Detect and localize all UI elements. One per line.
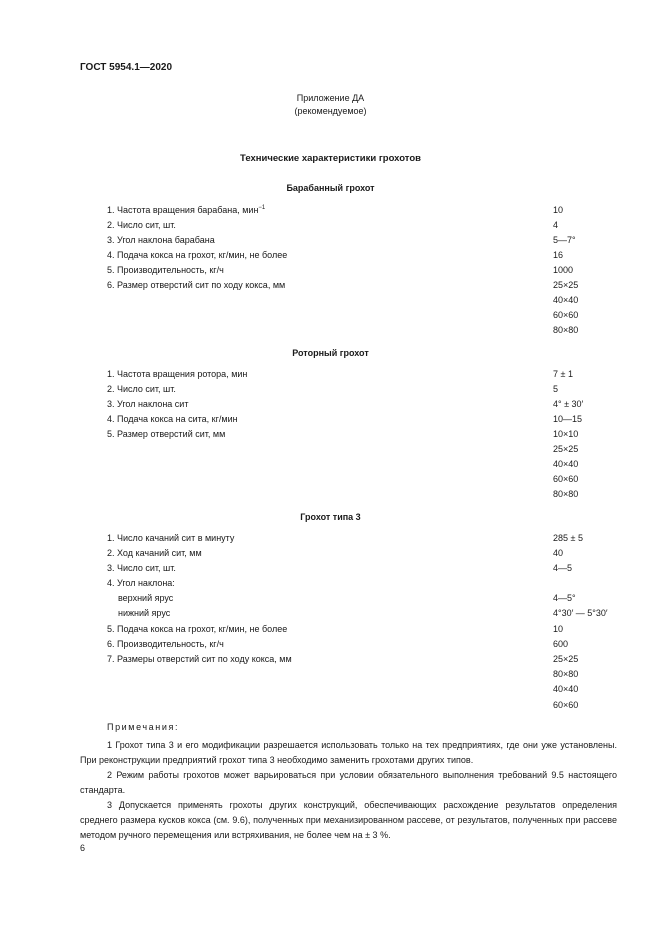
spec-value: 40×40 xyxy=(553,295,579,305)
spec-value: 10—15 xyxy=(553,414,583,424)
spec-value: 40 xyxy=(553,548,564,558)
spec-label: 7. Размеры отверстий сит по ходу кокса, мм xyxy=(107,654,292,664)
spec-label: 3. Угол наклона барабана xyxy=(107,235,215,245)
section-title: Барабанный грохот xyxy=(286,183,375,193)
spec-value: 7 ± 1 xyxy=(553,369,573,379)
spec-label: 6. Размер отверстий сит по ходу кокса, мм xyxy=(107,280,286,290)
spec-value: 10×10 xyxy=(553,429,579,439)
appendix-subtitle: (рекомендуемое) xyxy=(294,106,367,116)
notes-title: Примечания: xyxy=(107,722,180,732)
spec-value: 25×25 xyxy=(553,444,579,454)
spec-value: 4—5 xyxy=(553,563,573,573)
spec-value: 1000 xyxy=(553,265,574,275)
spec-label: 2. Ход качаний сит, мм xyxy=(107,548,202,558)
spec-label: 1. Число качаний сит в минуту xyxy=(107,533,235,543)
spec-value: 10 xyxy=(553,624,564,634)
spec-value: 5 xyxy=(553,384,559,394)
spec-value: 4°30′ — 5°30′ xyxy=(553,608,608,618)
spec-label: 4. Подача кокса на сита, кг/мин xyxy=(107,414,238,424)
appendix-title: Приложение ДА xyxy=(296,93,365,103)
page-number: 6 xyxy=(80,843,86,853)
spec-label: 6. Производительность, кг/ч xyxy=(107,639,224,649)
spec-value: 5—7° xyxy=(553,235,576,245)
spec-value: 25×25 xyxy=(553,654,579,664)
section-title: Роторный грохот xyxy=(292,348,369,358)
spec-value: 600 xyxy=(553,639,569,649)
spec-label: 5. Подача кокса на грохот, кг/мин, не более xyxy=(107,624,288,634)
spec-label: 1. Частота вращения барабана, мин$^{-1}$ xyxy=(107,205,266,215)
document-code: ГОСТ 5954.1—2020 xyxy=(80,62,173,73)
spec-value: 25×25 xyxy=(553,280,579,290)
spec-value: 60×60 xyxy=(553,474,579,484)
note-paragraph: 1 Грохот типа 3 и его модификации разрешается использовать только на тех предприятиях, где они уже установлены. При реконструкции предприятий грохот типа 3 необходимо заменить грохотами других типов. xyxy=(80,740,617,765)
spec-value: 60×60 xyxy=(553,310,579,320)
spec-value: 80×80 xyxy=(553,325,579,335)
spec-value: 4° ± 30′ xyxy=(553,399,584,409)
section-title: Грохот типа 3 xyxy=(300,512,361,522)
spec-label: верхний ярус xyxy=(118,593,174,603)
spec-value: 80×80 xyxy=(553,669,579,679)
spec-value: 4—5° xyxy=(553,593,576,603)
spec-value: 285 ± 5 xyxy=(553,533,583,543)
spec-label: 3. Угол наклона сит xyxy=(107,399,189,409)
spec-label: 2. Число сит, шт. xyxy=(107,220,176,230)
spec-label: 3. Число сит, шт. xyxy=(107,563,176,573)
spec-label: 4. Угол наклона: xyxy=(107,578,175,588)
spec-value: 40×40 xyxy=(553,459,579,469)
spec-value: 60×60 xyxy=(553,700,579,710)
main-title: Технические характеристики грохотов xyxy=(240,153,421,164)
spec-value: 40×40 xyxy=(553,684,579,694)
note-paragraph: 3 Допускается применять грохоты других конструкций, обеспечивающих расхождение результатов определения среднего размера кусков кокса (см. 9.6), полученных при механизированном рассеве, от результатов, полученных при рассеве методом ручного перемещения или встряхивания, не более чем на ± 3 %. xyxy=(80,800,617,840)
spec-label: нижний ярус xyxy=(118,608,171,618)
spec-value: 4 xyxy=(553,220,559,230)
spec-label: 5. Размер отверстий сит, мм xyxy=(107,429,226,439)
note-paragraph: 2 Режим работы грохотов может варьироваться при условии обязательного выполнения требований 9.5 настоящего стандарта. xyxy=(80,770,617,795)
spec-label: 2. Число сит, шт. xyxy=(107,384,176,394)
spec-label: 1. Частота вращения ротора, мин xyxy=(107,369,248,379)
spec-value: 80×80 xyxy=(553,489,579,499)
spec-value: 10 xyxy=(553,205,564,215)
spec-label: 4. Подача кокса на грохот, кг/мин, не более xyxy=(107,250,288,260)
spec-label: 5. Производительность, кг/ч xyxy=(107,265,224,275)
spec-value: 16 xyxy=(553,250,564,260)
